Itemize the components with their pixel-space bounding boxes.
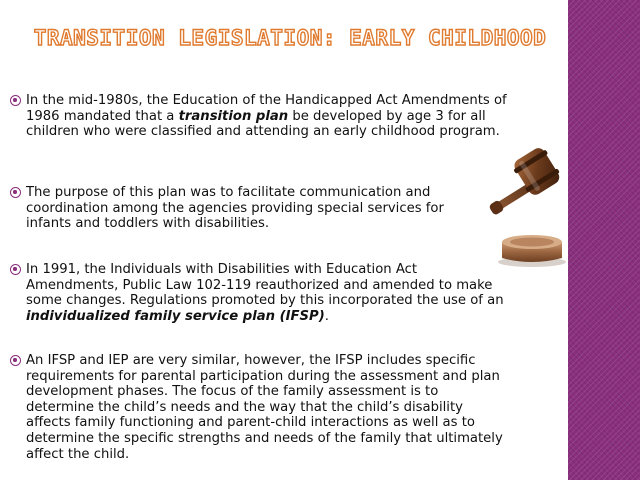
gavel-icon <box>480 146 568 268</box>
bullet-text-part: In the mid-1980s, the Education of the Handicapped Act Amendments of 1986 mandated that a <box>26 93 507 124</box>
bullet-item <box>10 93 510 140</box>
bullet-text: The purpose of this plan was to facilitate communication and coordination among the agencies providing special services for infants and toddlers with disabilities. <box>26 185 444 232</box>
bullet-circle-icon <box>10 95 21 106</box>
bullet-text-part: . <box>324 308 329 324</box>
slide-title: TRANSITION LEGISLATION: EARLY CHILDHOOD <box>33 26 547 50</box>
bullet-item <box>10 353 510 462</box>
bullet-circle-icon <box>10 355 21 366</box>
bullet-item <box>10 262 505 324</box>
bullet-text-part: In 1991, the Individuals with Disabilities with Education Act Amendments, Public Law 102-119 reauthorized and amended to make some changes. Regulations promoted by this incorporated the use of an <box>26 262 504 309</box>
bullet-text: An IFSP and IEP are very similar, however, the IFSP includes specific requirements for parental participation during the assessment and plan development phases. The focus of the family assessment is to determine the child’s needs and the way that the child’s disability affects family functioning and parent-child interactions as well as to determine the specific strengths and needs of the family that ultimately affect the child. <box>26 353 503 462</box>
bullet-text <box>26 262 505 324</box>
emphasis-term: transition plan <box>178 108 289 124</box>
bullet-circle-icon <box>10 264 21 275</box>
decorative-side-band <box>568 0 640 480</box>
bullet-item <box>10 185 450 232</box>
bullet-text <box>26 93 510 140</box>
emphasis-term: individualized family service plan (IFSP) <box>26 308 325 324</box>
bullet-text-part: be developed by age 3 for all children who were classified and attending an early childhood program. <box>26 108 500 140</box>
bullet-circle-icon <box>10 187 21 198</box>
